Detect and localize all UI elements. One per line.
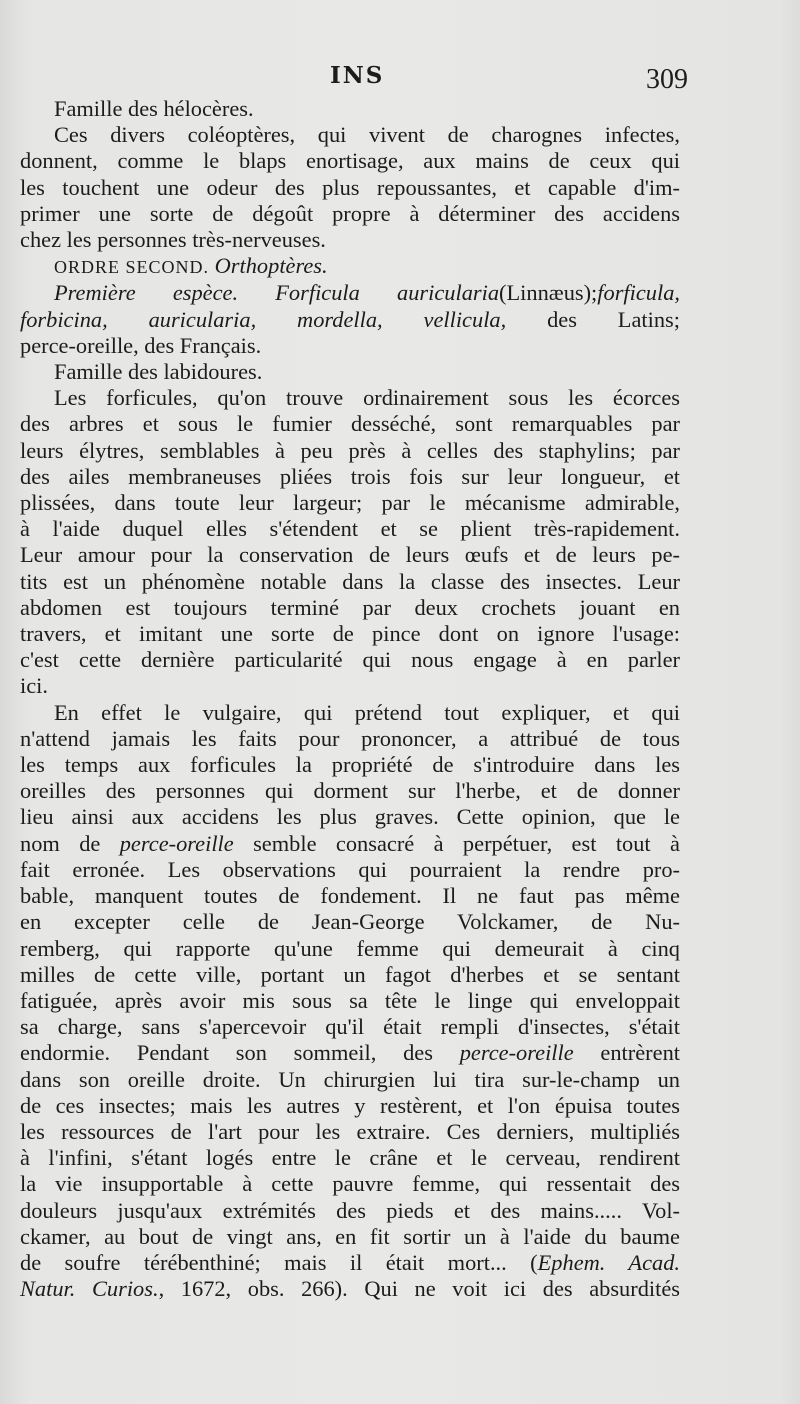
section-heading: ORDRE SECOND. Orthoptères. (54, 253, 328, 279)
text-line: nom de perce-oreille semble consacré à perpétuer, est tout à (20, 830, 680, 856)
text-line: de soufre térébenthiné; mais il était mort... (Ephem. Acad. (20, 1249, 681, 1275)
text-line: plissées, dans toute leur largeur; par le mécanisme admirable, (20, 490, 680, 516)
text-line: les ressources de l'art pour les extraire. Ces derniers, multipliés (20, 1118, 680, 1144)
page-header (0, 62, 800, 98)
text-line: tits est un phénomène notable dans la classe des insectes. Leur (20, 568, 680, 594)
text-line: Natur. Curios., 1672, obs. 266). Qui ne voit ici des absurdités (20, 1276, 680, 1302)
text-line: donnent, comme le blaps enortisage, aux mains de ceux qui (20, 148, 680, 174)
text-line: Leur amour pour la conservation de leurs œufs et de leurs pe- (20, 542, 680, 568)
text-line: à l'infini, s'étant logés entre le crâne et le cerveau, rendirent (20, 1145, 680, 1171)
page-body (20, 96, 680, 1302)
text-line: dans son oreille droite. Un chirurgien lui tira sur-le-champ un (20, 1066, 680, 1092)
text-line: douleurs jusqu'aux extrémités des pieds et des mains..... Vol- (20, 1197, 680, 1223)
text-line: En effet le vulgaire, qui prétend tout expliquer, et qui (54, 699, 680, 725)
text-line: des arbres et sous le fumier desséché, sont remarquables par (20, 411, 680, 437)
text-line: milles de cette ville, portant un fagot d'herbes et se sentant (20, 961, 680, 987)
text-line: des ailes membraneuses pliées trois fois sur leur longueur, et (20, 463, 680, 489)
text-line: fait erronée. Les observations qui pourraient la rendre pro- (20, 856, 680, 882)
text-line: lieu ainsi aux accidens les plus graves. Cette opinion, que le (20, 804, 680, 830)
text-line: oreilles des personnes qui dorment sur l'herbe, et de donner (20, 778, 680, 804)
text-line: abdomen est toujours terminé par deux crochets jouant en (20, 594, 680, 620)
text-line: primer une sorte de dégoût propre à déterminer des accidens (20, 200, 680, 226)
text-line: bable, manquent toutes de fondement. Il ne faut pas même (20, 883, 680, 909)
text-line: perce-oreille, des Français. (20, 332, 262, 358)
text-line: Première espèce. Forficula auricularia(Linnæus);forficula, (54, 280, 680, 306)
text-line: endormie. Pendant son sommeil, des perce-oreille entrèrent (20, 1040, 680, 1066)
text-line: travers, et imitant une sorte de pince dont on ignore l'usage: (20, 621, 680, 647)
text-line: c'est cette dernière particularité qui nous engage à en parler (20, 647, 680, 673)
text-line: Famille des labidoures. (54, 359, 263, 385)
text-line: sa charge, sans s'apercevoir qu'il était rempli d'insectes, s'était (20, 1014, 680, 1040)
text-line: ckamer, au bout de vingt ans, en fit sortir un à l'aide du baume (20, 1223, 680, 1249)
text-line: Les forficules, qu'on trouve ordinairement sous les écorces (54, 385, 680, 411)
running-head: INS (330, 62, 385, 89)
text-line: à l'aide duquel elles s'étendent et se plient très-rapidement. (20, 516, 680, 542)
text-line: de ces insectes; mais les autres y restèrent, et l'on épuisa toutes (20, 1092, 680, 1118)
text-line: en excepter celle de Jean-George Volckamer, de Nu- (20, 909, 680, 935)
text-line: la vie insupportable à cette pauvre femme, qui ressentait des (20, 1171, 680, 1197)
text-line: chez les personnes très-nerveuses. (20, 227, 326, 253)
text-line: Famille des hélocères. (54, 96, 254, 121)
text-line: forbicina, auricularia, mordella, vellicula, des Latins; (20, 306, 680, 332)
text-line: leurs élytres, semblables à peu près à celles des staphylins; par (20, 437, 680, 463)
text-line: les temps aux forficules la propriété de s'introduire dans les (20, 752, 680, 778)
page-number: 309 (646, 64, 688, 95)
text-line: fatiguée, après avoir mis sous sa tête le linge qui enveloppait (20, 987, 680, 1013)
text-line: ici. (20, 673, 48, 699)
text-line: Ces divers coléoptères, qui vivent de charognes infectes, (54, 122, 680, 148)
text-line: remberg, qui rapporte qu'une femme qui demeurait à cinq (20, 935, 680, 961)
text-line: les touchent une odeur des plus repoussantes, et capable d'im- (20, 174, 680, 200)
text-line: n'attend jamais les faits pour prononcer, a attribué de tous (20, 725, 680, 751)
